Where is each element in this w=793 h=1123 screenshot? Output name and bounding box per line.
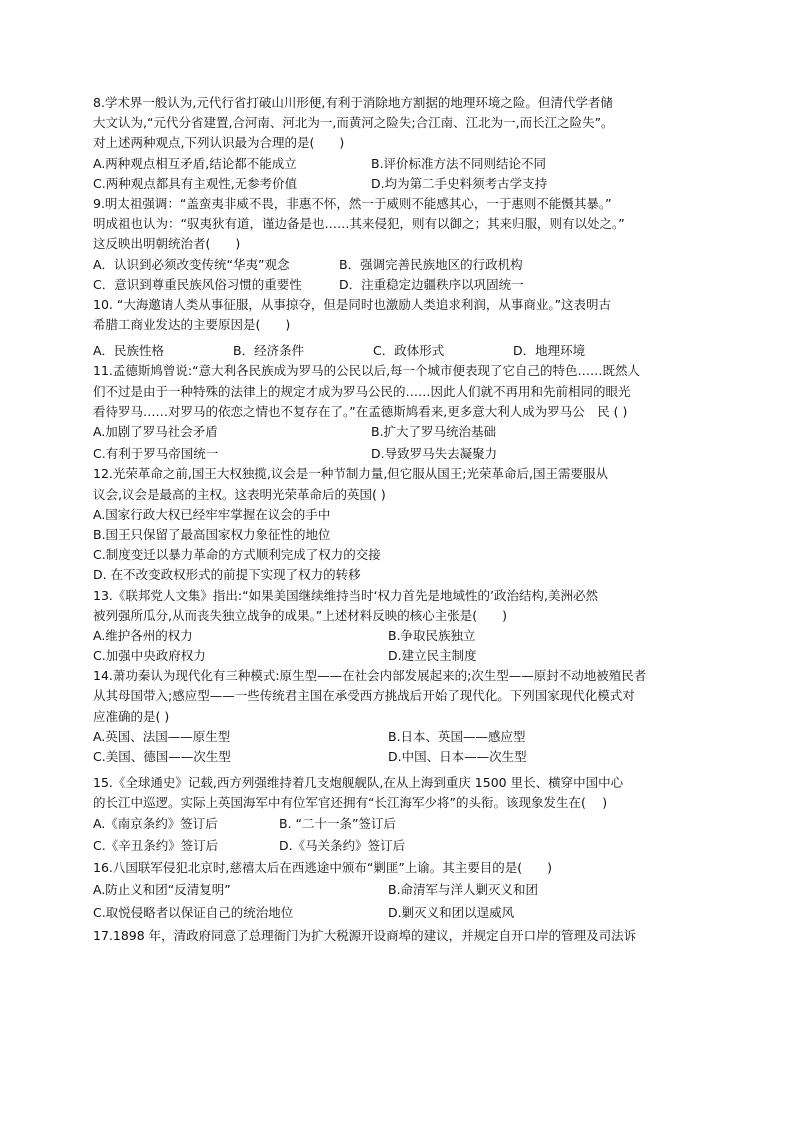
option-row xyxy=(93,275,705,295)
option-b: B.评价标准方法不同则结论不同 xyxy=(371,155,547,171)
option-row xyxy=(93,646,705,666)
option-row xyxy=(93,174,705,194)
option-d: D.均为第二手史料须考古学支持 xyxy=(371,175,548,191)
option-c: C．意识到尊重民族风俗习惯的重要性 xyxy=(93,276,302,292)
option-b: B.日本、英国——感应型 xyxy=(388,728,526,744)
option-b: B．强调完善民族地区的行政机构 xyxy=(339,256,523,272)
question-15 xyxy=(93,773,705,856)
option-row xyxy=(93,747,705,767)
question-text-line: 11.孟德斯鸠曾说:“意大利各民族成为罗马的公民以后,每一个城市便表现了它自己的特色……既然人 xyxy=(93,363,641,379)
option-a: A.国家行政大权已经牢牢掌握在议会的手中 xyxy=(93,506,331,522)
option-row xyxy=(93,341,705,361)
question-8 xyxy=(93,93,705,194)
question-text-line: 们不过是由于一种特殊的法律上的规定才成为罗马公民的……因此人们就不再用和先前相同的眼光 xyxy=(93,383,631,399)
option-d: D．注重稳定边疆秩序以巩固统一 xyxy=(339,276,524,292)
option-a: A.《南京条约》签订后 xyxy=(93,815,218,831)
option-a: A.加剧了罗马社会矛盾 xyxy=(93,424,218,439)
option-row xyxy=(93,814,705,834)
question-9 xyxy=(93,194,705,295)
option-b: B.国王只保留了最高国家权力象征性的地位 xyxy=(93,526,331,542)
option-a: A.两种观点相互矛盾,结论都不能成立 xyxy=(93,155,297,171)
option-c: C．政体形式 xyxy=(373,343,445,359)
option-d: D．地理环境 xyxy=(513,343,586,359)
question-text-line: 9.明太祖强调：“盖蛮夷非威不畏，非惠不怀，然一于威则不能感其心，一于惠则不能慑其暴。” xyxy=(93,195,612,211)
option-row xyxy=(93,444,705,464)
option-a: A.英国、法国——原生型 xyxy=(93,728,231,744)
option-d: D.建立民主制度 xyxy=(388,648,477,664)
question-text-line: 17.1898 年，清政府同意了总理衙门为扩大税源开设商埠的建议，并规定自开口岸的管理及司法诉 xyxy=(93,927,637,943)
option-row xyxy=(93,880,705,900)
option-b: B．经济条件 xyxy=(233,343,305,359)
question-text-line: 应准确的是( ) xyxy=(93,708,170,724)
question-text-line: 议会,议会是最高的主权。这表明光荣革命后的英国( ) xyxy=(93,486,386,502)
option-d: D.中国、日本——次生型 xyxy=(388,749,527,764)
question-text-line: 被列强所瓜分,从而丧失独立战争的成果。”上述材料反映的核心主张是( ) xyxy=(93,607,507,623)
option-c: C.有利于罗马帝国统一 xyxy=(93,446,219,462)
option-row xyxy=(93,727,705,747)
option-b: B.扩大了罗马统治基础 xyxy=(371,424,497,439)
question-text-line: 大文认为,“元代分省建置,合河南、河北为一,而黄河之险失;合江南、江北为一,而长江之险失”。 xyxy=(93,115,614,131)
option-c: C.取悦侵略者以保证自己的统治地位 xyxy=(93,905,294,921)
option-row xyxy=(93,626,705,646)
option-row xyxy=(93,255,705,275)
option-d: D. 在不改变政权形式的前提下实现了权力的转移 xyxy=(93,567,361,583)
option-d: D.剿灭义和团以逞威风 xyxy=(388,905,515,921)
option-a: A．民族性格 xyxy=(93,343,165,359)
option-c: C.美国、德国——次生型 xyxy=(93,749,231,764)
option-b: B. “二十一条”签订后 xyxy=(279,815,396,831)
option-a: A.维护各州的权力 xyxy=(93,627,193,643)
option-a: A.防止义和团“反清复明” xyxy=(93,882,231,898)
question-17 xyxy=(93,926,705,946)
question-text-line: 14.萧功秦认为现代化有三种模式:原生型——在社会内部发展起来的;次生型——原封不动地被殖民者 xyxy=(93,668,647,684)
option-row xyxy=(93,422,705,442)
option-d: D.导致罗马失去凝聚力 xyxy=(371,446,498,462)
question-text-line: 的长江中巡逻。实际上英国海军中有位军官还拥有“长江海军少将”的头衔。该现象发生在( ) xyxy=(93,795,608,811)
option-c: C.两种观点都具有主观性,无参考价值 xyxy=(93,175,298,191)
question-13 xyxy=(93,586,705,667)
question-10 xyxy=(93,295,705,362)
question-16 xyxy=(93,858,705,924)
question-text-line: 对上述两种观点,下列认识最为合理的是( ) xyxy=(93,135,345,151)
option-a: A．认识到必须改变传统“华夷”观念 xyxy=(93,256,290,272)
question-text-line: 8.学术界一般认为,元代行省打破山川形便,有利于消除地方割据的地理环境之险。但清代学者储 xyxy=(93,95,613,110)
question-text-line: 从其母国带入;感应型——一些传统君主国在承受西方挑战后开始了现代化。下列国家现代化模式对 xyxy=(93,688,635,704)
question-text-line: 希腊工商业发达的主要原因是( ) xyxy=(93,317,291,333)
option-c: C.加强中央政府权力 xyxy=(93,648,206,664)
option-c: C.《辛丑条约》签订后 xyxy=(93,837,219,853)
option-c: C.制度变迁以暴力革命的方式顺利完成了权力的交接 xyxy=(93,547,381,563)
question-11 xyxy=(93,361,705,464)
question-text-line: 15.《全球通史》记载,西方列强维持着几支炮舰舰队,在从上海到重庆 1500 里长、横穿中国中心 xyxy=(93,775,624,791)
option-row xyxy=(93,836,705,856)
question-14 xyxy=(93,666,705,767)
exam-page xyxy=(93,93,705,946)
question-text-line: 12.光荣革命之前,国王大权独揽,议会是一种节制力量,但它服从国王;光荣革命后,国王需要服从 xyxy=(93,466,608,482)
question-text-line: 13.《联邦党人文集》指出:“如果美国继续维持当时‘权力首先是地域性的’政治结构,美洲必然 xyxy=(93,587,598,603)
question-text-line: 看待罗马……对罗马的依恋之情也不复存在了。”在孟德斯鸠看来,更多意大利人成为罗马公 民 ( ) xyxy=(93,403,628,419)
option-row xyxy=(93,903,705,923)
option-b: B.命清军与洋人剿灭义和团 xyxy=(388,882,539,898)
question-text-line: 明成祖也认为：“驭夷狄有道，谨边备是也……其来侵犯，则有以御之；其来归服，则有以处之。” xyxy=(93,216,625,232)
option-b: B.争取民族独立 xyxy=(388,627,476,643)
question-text-line: 10. “大海邀请人类从事征服，从事掠夺，但是同时也激励人类追求利润，从事商业。”这表明古 xyxy=(93,296,612,312)
question-12 xyxy=(93,464,705,585)
question-text-line: 这反映出明朝统治者( ) xyxy=(93,236,241,252)
option-d: D.《马关条约》签订后 xyxy=(279,837,406,853)
option-row xyxy=(93,154,705,174)
question-text-line: 16.八国联军侵犯北京时,慈禧太后在西逃途中颁布“剿匪”上谕。其主要目的是( ) xyxy=(93,859,553,875)
